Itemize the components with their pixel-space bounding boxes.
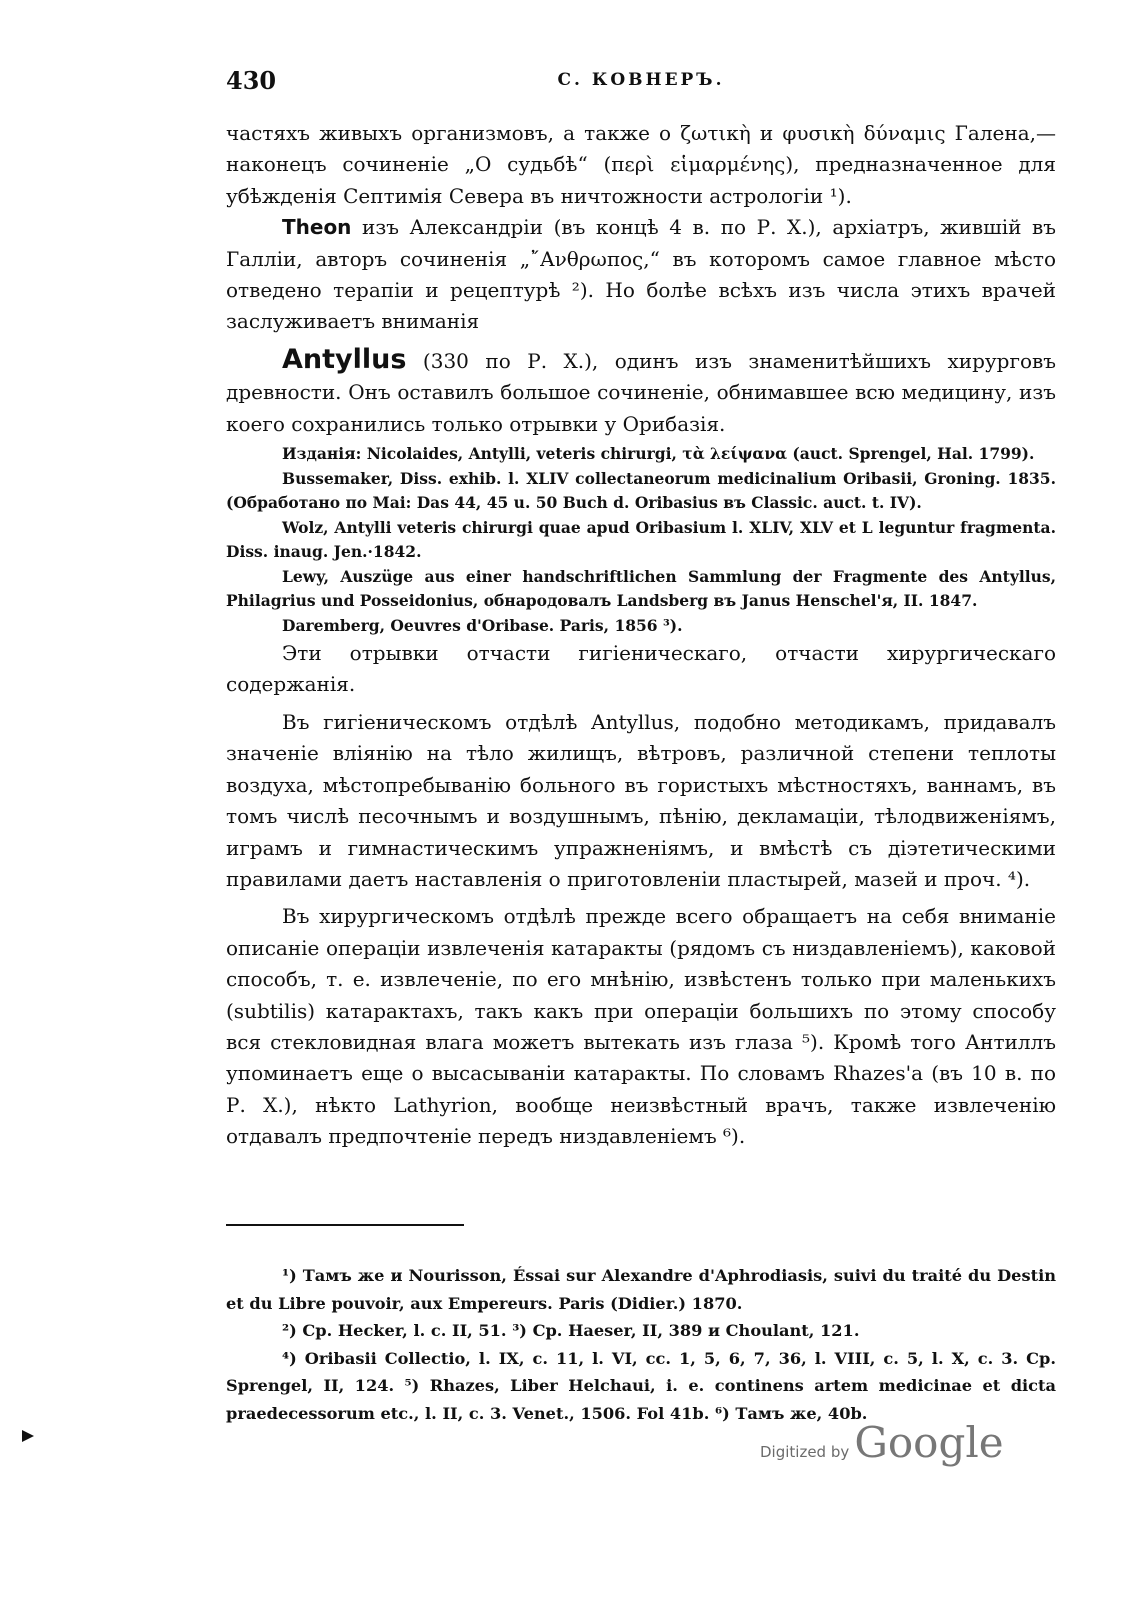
paragraph-theon-text: изъ Александріи (въ концѣ 4 в. по Р. X.), архіатръ, жившій въ Галліи, авторъ сочиненія „῎Ανθρωπος,“ въ которомъ самое главное мѣсто отведено терапіи и рецептурѣ ²). Но болѣе всѣхъ изъ числа этихъ врачей заслуживаетъ вниманія [226,215,1057,334]
paragraph-theon [226,212,1056,338]
digitized-watermark [760,1418,1004,1467]
paragraph-hygiene: Въ гигіеническомъ отдѣлѣ Antyllus, подобно методикамъ, придавалъ значеніе вліянію на тѣло жилищъ, вѣтровъ, различной степени теплоты воздуха, мѣстопребыванію больного въ гористыхъ мѣстностяхъ, ваннамъ, въ томъ числѣ песочнымъ и воздушнымъ, пѣнію, декламаціи, тѣлодвиженіямъ, играмъ и гимнастическимъ упражненіямъ, и вмѣстѣ съ діэтетическими правилами даетъ наставленія о приготовленіи пластырей, мазей и проч. ⁴). [226,709,1056,891]
edition-entry: Wolz, Antylli veteris chirurgi quae apud Oribasium l. XLIV, XLV et L leguntur fragmenta. Diss. inaug. Jen.·1842. [226,517,1056,562]
watermark-label: Digitized by [760,1443,850,1461]
editions-list [226,442,1056,638]
paragraph-antyllus-text: (330 по Р. X.), одинъ изъ знаменитѣйшихъ хирурговъ древности. Онъ оставилъ большое сочиненіе, обнимавшее всю медицину, изъ коего сохранились только отрывки у Орибазія. [226,348,1056,436]
name-theon: Theon [282,215,352,240]
paragraph-surgery: Въ хирургическомъ отдѣлѣ прежде всего обращаетъ на себя вниманіе описаніе операціи извлеченія катаракты (рядомъ съ низдавленіемъ), каковой способъ, т. е. извлеченіе, по его мнѣнію, извѣстенъ только при маленькихъ (subtilis) катарактахъ, такъ какъ при операціи большихъ по этому способу вся стекловидная влага можетъ вытекать изъ глаза ⁵). Кромѣ того Антиллъ упоминаетъ еще о высасываніи катаракты. По словамъ Rhazes'а (въ 10 в. по Р. X.), нѣкто Lathyrion, вообще неизвѣстный врачъ, также извлеченію отдавалъ предпочтеніе передъ низдавленіемъ ⁶). [226,904,1056,1149]
footnotes [226,1262,1056,1427]
page-header [226,66,1056,96]
footnote-2-3: ²) Ср. Hecker, l. c. II, 51. ³) Ср. Haeser, II, 389 и Choulant, 121. [282,1321,860,1340]
running-head: С. КОВНЕРЪ. [557,70,725,90]
footnote-1: ¹) Тамъ же и Nourisson, Éssai sur Alexandre d'Aphrodiasis, suivi du traité du Destin et du Libre pouvoir, aux Empereurs. Paris (Didier.) 1870. [226,1266,1056,1313]
edition-entry: Изданія: Nicolaides, Antylli, veteris chirurgi, τὰ λείψανα (auct. Sprengel, Hal. 1799). [282,444,1035,464]
paragraph-galen: частяхъ живыхъ организмовъ, а также о ζωτικὴ и φυσικὴ δύναμις Галена,— наконецъ сочиненіе „О судьбѣ“ (περὶ εἱμαρμένης), предназначенное для убѣжденія Септимія Севера въ ничтожности астрологіи ¹). [226,121,1056,208]
footnote-divider [226,1224,464,1226]
edition-entry: Bussemaker, Diss. exhib. l. XLIV collectaneorum medicinalium Oribasii, Groning. 1835. (Обработано по Mai: Das 44, 45 u. 50 Buch d. Oribasius въ Classic. auct. t. IV). [226,468,1056,513]
name-antyllus: Antyllus [282,343,407,375]
page-corner-marker [22,1430,34,1442]
body-text [226,118,1056,1153]
paragraph-fragments: Эти отрывки отчасти гигіеническаго, отчасти хирургическаго содержанія. [226,641,1056,697]
paragraph-antyllus [226,344,1056,440]
edition-entry: Daremberg, Oeuvres d'Oribase. Paris, 1856 ³). [282,615,683,635]
footnote-4-6: ⁴) Oribasii Collectio, l. IX, c. 11, l. VI, cc. 1, 5, 6, 7, 36, l. VIII, c. 5, l. X, c. 3. Ср. Sprengel, II, 124. ⁵) Rhazes, Liber Helchaui, i. e. continens artem medicinae et dicta praedecessorum etc., l. II, c. 3. Venet., 1506. Fol 41b. ⁶) Тамъ же, 40b. [226,1348,1056,1423]
edition-entry: Lewy, Auszüge aus einer handschriftlichen Sammlung der Fragmente des Antyllus, Philagrius und Posseidonius, обнародовалъ Landsberg въ Janus Henschel'я, II. 1847. [226,566,1056,611]
page-number: 430 [226,66,277,95]
google-logo: Google [854,1418,1004,1467]
